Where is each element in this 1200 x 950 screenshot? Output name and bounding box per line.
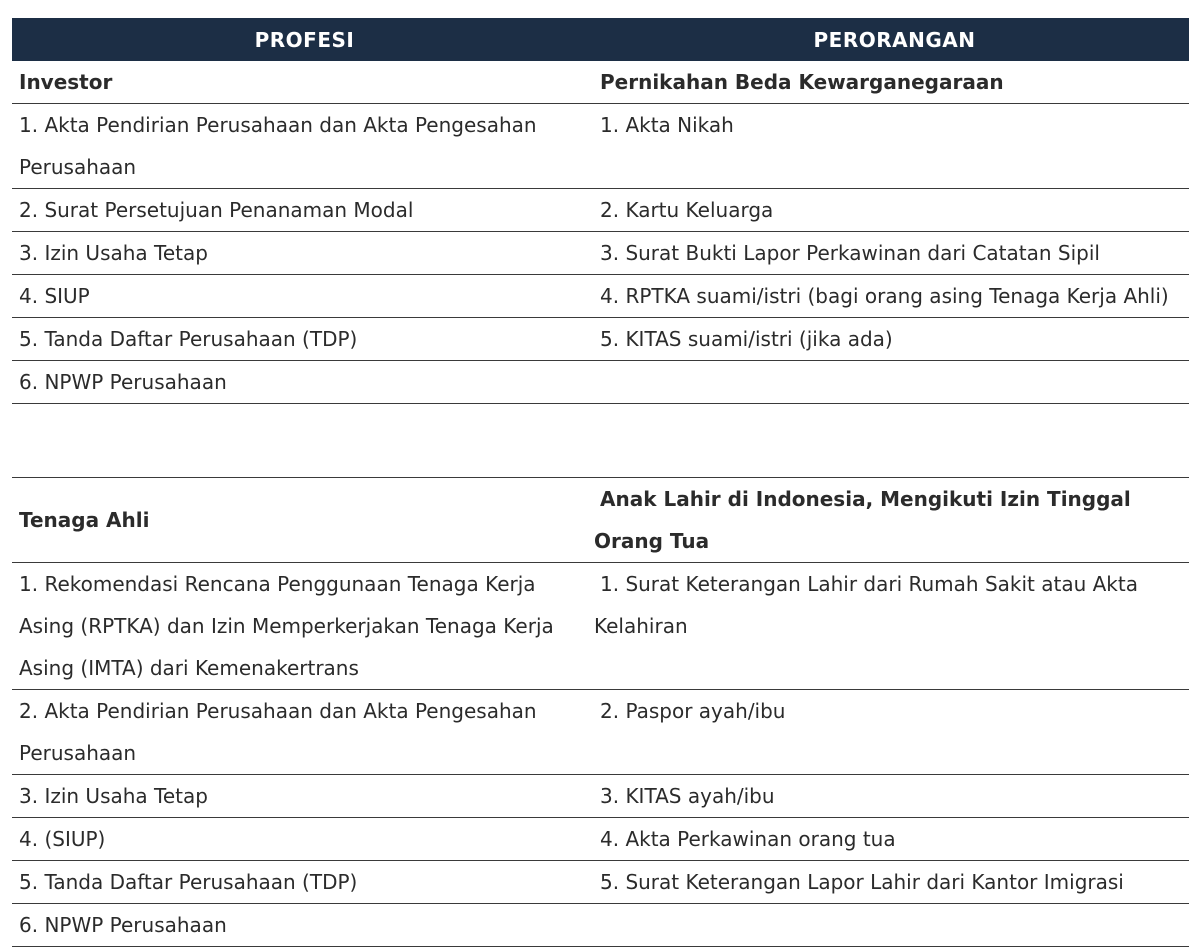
row-cell-right: 4. Akta Perkawinan orang tua bbox=[600, 827, 896, 851]
row-cell-right: 3. Surat Bukti Lapor Perkawinan dari Catatan Sipil bbox=[600, 241, 1100, 265]
table-row bbox=[12, 690, 1189, 775]
requirements-table-2 bbox=[12, 477, 1189, 947]
row-cell-left: 4. (SIUP) bbox=[19, 827, 106, 851]
row-cell-right: 1. Akta Nikah bbox=[600, 113, 734, 137]
table-row bbox=[12, 318, 1189, 361]
table-row bbox=[12, 818, 1189, 861]
row-cell-right: 2. Paspor ayah/ibu bbox=[600, 699, 786, 723]
table-row bbox=[12, 861, 1189, 904]
row-cell-left: 4. SIUP bbox=[19, 284, 90, 308]
table-row bbox=[12, 563, 1189, 690]
table-row bbox=[12, 904, 1189, 947]
row-cell-right bbox=[590, 275, 1189, 317]
row-cell-left: 6. NPWP Perusahaan bbox=[19, 913, 227, 937]
section-header-row bbox=[12, 61, 1189, 104]
row-cell-right: 5. Surat Keterangan Lapor Lahir dari Kantor Imigrasi bbox=[600, 870, 1124, 894]
row-cell-left: 5. Tanda Daftar Perusahaan (TDP) bbox=[19, 327, 358, 351]
table-header bbox=[12, 18, 1189, 61]
section-anak-lahir bbox=[590, 478, 1189, 562]
table-row bbox=[12, 104, 1189, 189]
section-pernikahan: Pernikahan Beda Kewarganegaraan bbox=[600, 70, 1004, 94]
row-cell-right: 2. Kartu Keluarga bbox=[600, 198, 774, 222]
section-header-row bbox=[12, 477, 1189, 563]
row-cell-right-text: 1. Surat Keterangan Lahir dari Rumah Sakit atau Akta Kelahiran bbox=[594, 572, 1138, 638]
row-cell-left: 2. Surat Persetujuan Penanaman Modal bbox=[19, 198, 414, 222]
row-cell-left: 1. Rekomendasi Rencana Penggunaan Tenaga Kerja Asing (RPTKA) dan Izin Memperkerjakan Tenaga Kerja Asing (IMTA) dari Kemenakertrans bbox=[19, 572, 554, 680]
row-cell-right-text: 4. RPTKA suami/istri (bagi orang asing Tenaga Kerja Ahli) bbox=[600, 284, 1169, 308]
row-cell-left: 3. Izin Usaha Tetap bbox=[19, 241, 208, 265]
header-perorangan: PERORANGAN bbox=[813, 27, 976, 52]
section-anak-lahir-text: Anak Lahir di Indonesia, Mengikuti Izin Tinggal Orang Tua bbox=[594, 487, 1131, 553]
row-cell-right: 3. KITAS ayah/ibu bbox=[600, 784, 775, 808]
table-row bbox=[12, 275, 1189, 318]
table-row bbox=[12, 232, 1189, 275]
row-cell-right bbox=[590, 904, 1189, 946]
row-cell-left: 6. NPWP Perusahaan bbox=[19, 370, 227, 394]
row-cell-left: 1. Akta Pendirian Perusahaan dan Akta Pengesahan Perusahaan bbox=[19, 113, 537, 179]
row-cell-right: 5. KITAS suami/istri (jika ada) bbox=[600, 327, 893, 351]
row-cell-left: 3. Izin Usaha Tetap bbox=[19, 784, 208, 808]
table-row bbox=[12, 775, 1189, 818]
table-row bbox=[12, 189, 1189, 232]
row-cell-left: 5. Tanda Daftar Perusahaan (TDP) bbox=[19, 870, 358, 894]
header-profesi: PROFESI bbox=[254, 27, 355, 52]
section-investor: Investor bbox=[19, 70, 113, 94]
row-cell-right bbox=[590, 563, 1189, 689]
table-row bbox=[12, 361, 1189, 404]
row-cell-right bbox=[590, 361, 1189, 403]
requirements-table-1 bbox=[12, 18, 1189, 404]
section-tenaga-ahli: Tenaga Ahli bbox=[19, 508, 150, 532]
row-cell-left: 2. Akta Pendirian Perusahaan dan Akta Pengesahan Perusahaan bbox=[19, 699, 537, 765]
